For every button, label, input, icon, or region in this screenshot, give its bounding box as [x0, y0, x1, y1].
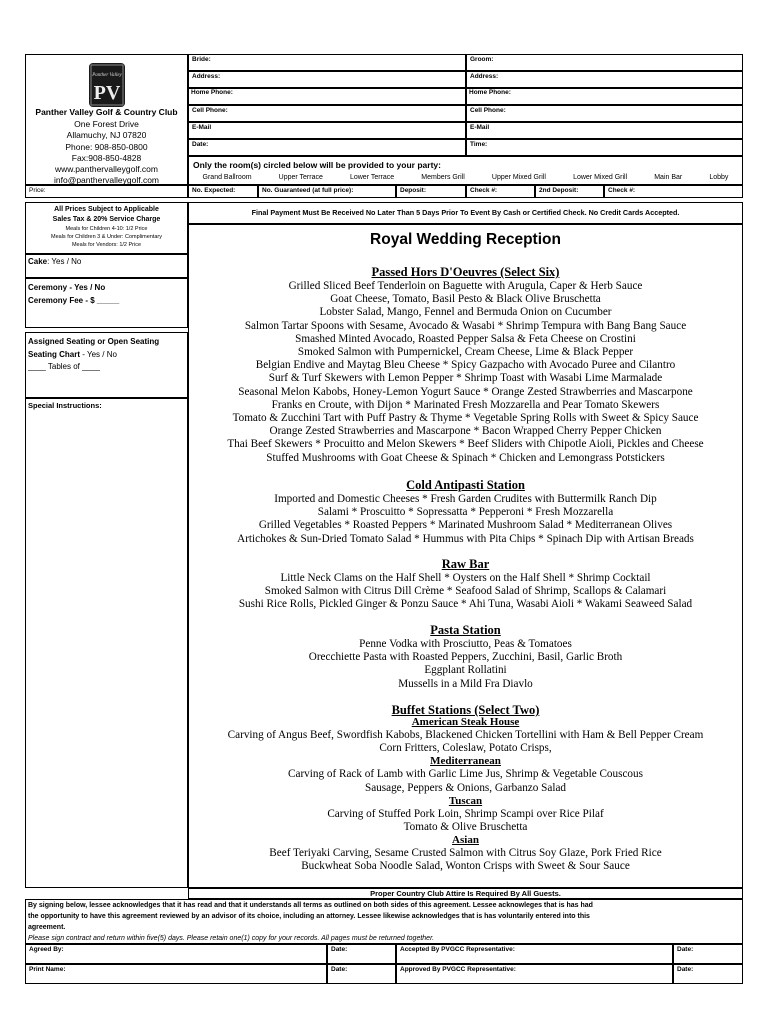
- antipasti-item: Grilled Vegetables * Roasted Peppers * Marinated Mushroom Salad * Mediterranean Olives: [258, 519, 673, 532]
- accepted-by-label: Accepted By PVGCC Representative:: [400, 946, 515, 953]
- american-item: Corn Fritters, Coleslaw, Potato Crisps,: [379, 742, 552, 755]
- med-item: Carving of Rack of Lamb with Garlic Lime Jus, Shrimp & Vegetable Couscous: [288, 768, 643, 781]
- hors-item: Tomato & Zucchini Tart with Puff Pastry & Thyme * Vegetable Spring Rolls with Sweet & Spicy Sauce: [232, 412, 699, 425]
- ceremony-box[interactable]: [25, 278, 188, 328]
- print-name-field[interactable]: [25, 964, 327, 984]
- pasta-item: Mussells in a Mild Fra Diavlo: [398, 677, 533, 690]
- hors-list: [189, 280, 742, 465]
- club-address1: One Forest Drive: [74, 119, 139, 129]
- prices-subject: All Prices Subject to Applicable: [54, 206, 159, 213]
- rooms-note: Only the room(s) circled below will be provided to your party:: [193, 160, 441, 170]
- second-deposit-field[interactable]: [535, 185, 604, 198]
- tuscan-title: Tuscan: [448, 794, 483, 807]
- approved-by-label: Approved By PVGCC Representative:: [400, 966, 516, 973]
- rawbar-list: [189, 572, 742, 612]
- med-item: Sausage, Peppers & Onions, Garbanzo Salad: [364, 781, 567, 794]
- final-payment-box: [188, 202, 743, 224]
- bride-home-phone-field[interactable]: [188, 88, 466, 105]
- asian-title: Asian: [452, 834, 479, 847]
- no-expected-label: No. Expected:: [192, 187, 236, 194]
- price-field[interactable]: [25, 185, 188, 198]
- vendors-note: Meals for Vendors: 1/2 Price: [71, 242, 142, 248]
- hors-item: Surf & Turf Skewers with Lemon Pepper * Shrimp Toast with Wasabi Lime Marmalade: [268, 372, 663, 385]
- time-field[interactable]: [466, 139, 743, 156]
- pasta-item: Penne Vodka with Prosciutto, Peas & Tomatoes: [359, 638, 572, 650]
- logo-text: Panther Valley: [92, 73, 122, 78]
- menu-title: Royal Wedding Reception: [370, 231, 561, 248]
- pasta-item: Orecchiette Pasta with Roasted Peppers, Zucchini, Basil, Garlic Broth: [308, 651, 623, 664]
- hors-item: Belgian Endive and Maytag Bleu Cheese * Spicy Gazpacho with Avocado Puree and Cilantro: [255, 359, 676, 372]
- seating-box[interactable]: [25, 332, 188, 398]
- club-website: www.panthervalleygolf.com: [55, 164, 158, 174]
- accepted-by-field[interactable]: [396, 944, 673, 964]
- tables-field: ____ Tables of ____: [28, 362, 100, 371]
- agreed-by-label: Agreed By:: [29, 946, 64, 953]
- check2-label: Check #:: [608, 187, 636, 194]
- cake-value: : Yes / No: [47, 257, 82, 266]
- contract-sheet: [25, 54, 743, 984]
- tuscan-item: Tomato & Olive Bruschetta: [403, 821, 528, 834]
- date-field[interactable]: [188, 139, 466, 156]
- children-4-10-note: Meals for Children 4-10: 1/2 Price: [65, 226, 148, 232]
- asian-item: Beef Teriyaki Carving, Sesame Crusted Salmon with Citrus Soy Glaze, Pork Fried Rice: [269, 847, 662, 860]
- pasta-item: Eggplant Rollatini: [424, 664, 507, 677]
- groom-field[interactable]: [466, 54, 743, 71]
- date3-field[interactable]: [327, 964, 396, 984]
- final-payment-note: Final Payment Must Be Received No Later Than 5 Days Prior To Event By Cash or Certified Check. No Credit Cards Accepted.: [251, 208, 680, 217]
- deposit-label: Deposit:: [400, 187, 426, 194]
- hors-item: Seasonal Melon Kabobs, Honey-Lemon Yogurt Sauce * Orange Zested Strawberries and Mascarpone: [238, 385, 693, 398]
- print-name-label: Print Name:: [29, 966, 66, 973]
- ceremony-field: Ceremony - Yes / No: [28, 283, 106, 292]
- home-phone-label: Home Phone:: [469, 89, 511, 96]
- hors-item: Smashed Minted Avocado, Roasted Pepper Salsa & Feta Cheese on Crostini: [295, 332, 636, 345]
- no-guaranteed-label: No. Guaranteed (at full price):: [262, 187, 354, 194]
- pasta-list: [189, 638, 742, 691]
- club-name: Panther Valley Golf & Country Club: [35, 107, 178, 117]
- attire-note: Proper Country Club Attire Is Required By All Guests.: [370, 889, 561, 898]
- rawbar-title: Raw Bar: [441, 557, 490, 571]
- hors-title: Passed Hors D'Oeuvres (Select Six): [371, 265, 560, 279]
- room-option[interactable]: Main Bar: [654, 174, 683, 181]
- pasta-title: Pasta Station: [430, 623, 501, 637]
- hors-item: Grilled Sliced Beef Tenderloin on Baguette with Arugula, Caper & Herb Sauce: [288, 280, 643, 292]
- seating-chart-value: - Yes / No: [80, 350, 117, 359]
- seating-field: Assigned Seating or Open Seating: [28, 337, 160, 346]
- email-label: E-Mail: [192, 124, 212, 131]
- bride-address-field[interactable]: [188, 71, 466, 88]
- room-option[interactable]: Grand Ballroom: [202, 174, 252, 181]
- date-label: Date:: [192, 141, 209, 148]
- room-option[interactable]: Upper Mixed Grill: [491, 174, 546, 181]
- club-address2: Allamuchy, NJ 07820: [66, 130, 147, 140]
- date1-field[interactable]: [327, 944, 396, 964]
- ack-line-1: By signing below, lessee acknowledges that it has read and that it understands all terms as outlined on both sides of this agreement. Lessee acknowleges that is has had: [28, 902, 593, 909]
- bride-email-field[interactable]: [188, 122, 466, 139]
- check1-field[interactable]: [466, 185, 535, 198]
- time-label: Time:: [470, 141, 488, 148]
- hors-item: Thai Beef Skewers * Procuitto and Melon Skewers * Beef Sliders with Chipotle Aioli, Pickles and Cheese: [227, 438, 704, 451]
- hors-item: Franks en Croute, with Dijon * Marinated Fresh Mozzarella and Pear Tomato Skewers: [271, 398, 660, 411]
- hors-item: Goat Cheese, Tomato, Basil Pesto & Black Olive Bruschetta: [330, 293, 601, 306]
- hors-item: Orange Zested Strawberries and Mascarpone * Bacon Wrapped Cherry Pepper Chicken: [269, 425, 662, 438]
- groom-home-phone-field[interactable]: [466, 88, 743, 105]
- club-email: info@panthervalleygolf.com: [53, 175, 160, 185]
- med-title: Mediterranean: [430, 755, 501, 768]
- approved-by-field[interactable]: [396, 964, 673, 984]
- date2-field[interactable]: [673, 944, 743, 964]
- date-label: Date:: [677, 946, 694, 953]
- check2-field[interactable]: [604, 185, 743, 198]
- hors-item: Stuffed Mushrooms with Goat Cheese & Spinach * Chicken and Lemongrass Potstickers: [266, 451, 665, 464]
- children-3-note: Meals for Children 3 & Under: Complimentary: [51, 234, 162, 240]
- ack-line-3: agreement.: [28, 924, 66, 931]
- pricing-notes-box: [25, 202, 188, 254]
- rooms-box: [188, 156, 743, 185]
- groom-label: Groom:: [470, 56, 494, 63]
- cell-phone-label: Cell Phone:: [470, 107, 506, 114]
- email-label: E-Mail: [470, 124, 490, 131]
- seating-chart-label: Seating Chart: [28, 350, 81, 359]
- please-note: Please sign contract and return within five(5) days. Please retain one(1) copy for your records. All pages must be returned together.: [28, 935, 435, 942]
- rawbar-item: Smoked Salmon with Citrus Dill Crème * Seafood Salad of Shrimp, Scallops & Calamari: [264, 585, 667, 598]
- room-option[interactable]: Lower Mixed Grill: [573, 174, 628, 181]
- room-option[interactable]: Members Grill: [421, 174, 465, 181]
- menu-box: [188, 224, 743, 888]
- hors-item: Smoked Salmon with Pumpernickel, Cream Cheese, Lime & Black Pepper: [297, 346, 634, 359]
- tuscan-item: Carving of Stuffed Pork Loin, Shrimp Scampi over Rice Pilaf: [327, 807, 604, 820]
- second-deposit-label: 2nd Deposit:: [539, 187, 579, 194]
- tax-note: Sales Tax & 20% Service Charge: [52, 216, 161, 223]
- check1-label: Check #:: [470, 187, 498, 194]
- no-guaranteed-field[interactable]: [258, 185, 396, 198]
- bride-label: Bride:: [192, 56, 211, 63]
- room-option[interactable]: Lower Terrace: [349, 174, 395, 181]
- address-label: Address:: [470, 73, 499, 80]
- buffet-list: [189, 716, 742, 874]
- american-title: American Steak House: [411, 716, 520, 728]
- deposit-field[interactable]: [396, 185, 466, 198]
- antipasti-list: [189, 493, 742, 546]
- antipasti-item: Salami * Proscuitto * Sopressatta * Pepperoni * Fresh Mozzarella: [317, 506, 614, 519]
- american-item: Carving of Angus Beef, Swordfish Kabobs, Blackened Chicken Tortellini with Ham & Bell Pepper Cream: [227, 729, 704, 741]
- acknowledgement-box: [25, 899, 743, 944]
- address-label: Address:: [192, 73, 221, 80]
- room-option[interactable]: Upper Terrace: [278, 174, 323, 181]
- no-expected-field[interactable]: [188, 185, 258, 198]
- club-info-box: [25, 54, 188, 185]
- home-phone-label: Home Phone:: [191, 89, 233, 96]
- bride-field[interactable]: [188, 54, 466, 71]
- svg-text:PV: PV: [93, 82, 121, 104]
- date-label: Date:: [331, 966, 348, 973]
- buffet-title: Buffet Stations (Select Two): [391, 703, 540, 717]
- groom-address-field[interactable]: [466, 71, 743, 88]
- cake-field[interactable]: [25, 254, 188, 278]
- club-phone: Phone: 908-850-0800: [65, 142, 148, 152]
- asian-item: Buckwheat Soba Noodle Salad, Wonton Crisps with Sweet & Sour Sauce: [301, 860, 630, 873]
- hors-item: Salmon Tartar Spoons with Sesame, Avocado & Wasabi * Shrimp Tempura with Bang Bang Sauce: [244, 319, 687, 332]
- special-instructions-box[interactable]: [25, 398, 188, 888]
- antipasti-item: Artichokes & Sun-Dried Tomato Salad * Hummus with Pita Chips * Spinach Dip with Artisan Breads: [237, 532, 694, 545]
- rawbar-item: Sushi Rice Rolls, Pickled Ginger & Ponzu Sauce * Ahi Tuna, Wasabi Aioli * Wakami Seaweed Salad: [238, 598, 693, 611]
- special-instructions-label: Special Instructions:: [28, 401, 102, 410]
- date-label: Date:: [677, 966, 694, 973]
- groom-cell-phone-field[interactable]: [466, 105, 743, 122]
- price-label: Price:: [29, 187, 46, 194]
- room-option[interactable]: Lobby: [709, 174, 729, 181]
- antipasti-title: Cold Antipasti Station: [406, 478, 525, 492]
- cell-phone-label: Cell Phone:: [192, 107, 228, 114]
- rooms-list: [189, 174, 742, 181]
- date4-field[interactable]: [673, 964, 743, 984]
- hors-item: Lobster Salad, Mango, Fennel and Bermuda Onion on Cucumber: [319, 306, 612, 319]
- rawbar-item: Little Neck Clams on the Half Shell * Oysters on the Half Shell * Shrimp Cocktail: [280, 572, 651, 584]
- antipasti-item: Imported and Domestic Cheeses * Fresh Garden Crudites with Buttermilk Ranch Dip: [274, 493, 657, 505]
- agreed-by-field[interactable]: [25, 944, 327, 964]
- cake-label: Cake: [28, 257, 48, 266]
- ceremony-fee-field: Ceremony Fee - $ _____: [28, 296, 120, 305]
- ack-line-2: the opportunity to have this agreement reviewed by an advisor of its choice, including an attorney. Lessee likewise acknowledges that is has voluntarily entered into this: [28, 913, 590, 920]
- club-fax: Fax:908-850-4828: [71, 153, 142, 163]
- date-label: Date:: [331, 946, 348, 953]
- attire-box: [188, 888, 743, 899]
- bride-cell-phone-field[interactable]: [188, 105, 466, 122]
- club-logo: [89, 63, 125, 107]
- groom-email-field[interactable]: [466, 122, 743, 139]
